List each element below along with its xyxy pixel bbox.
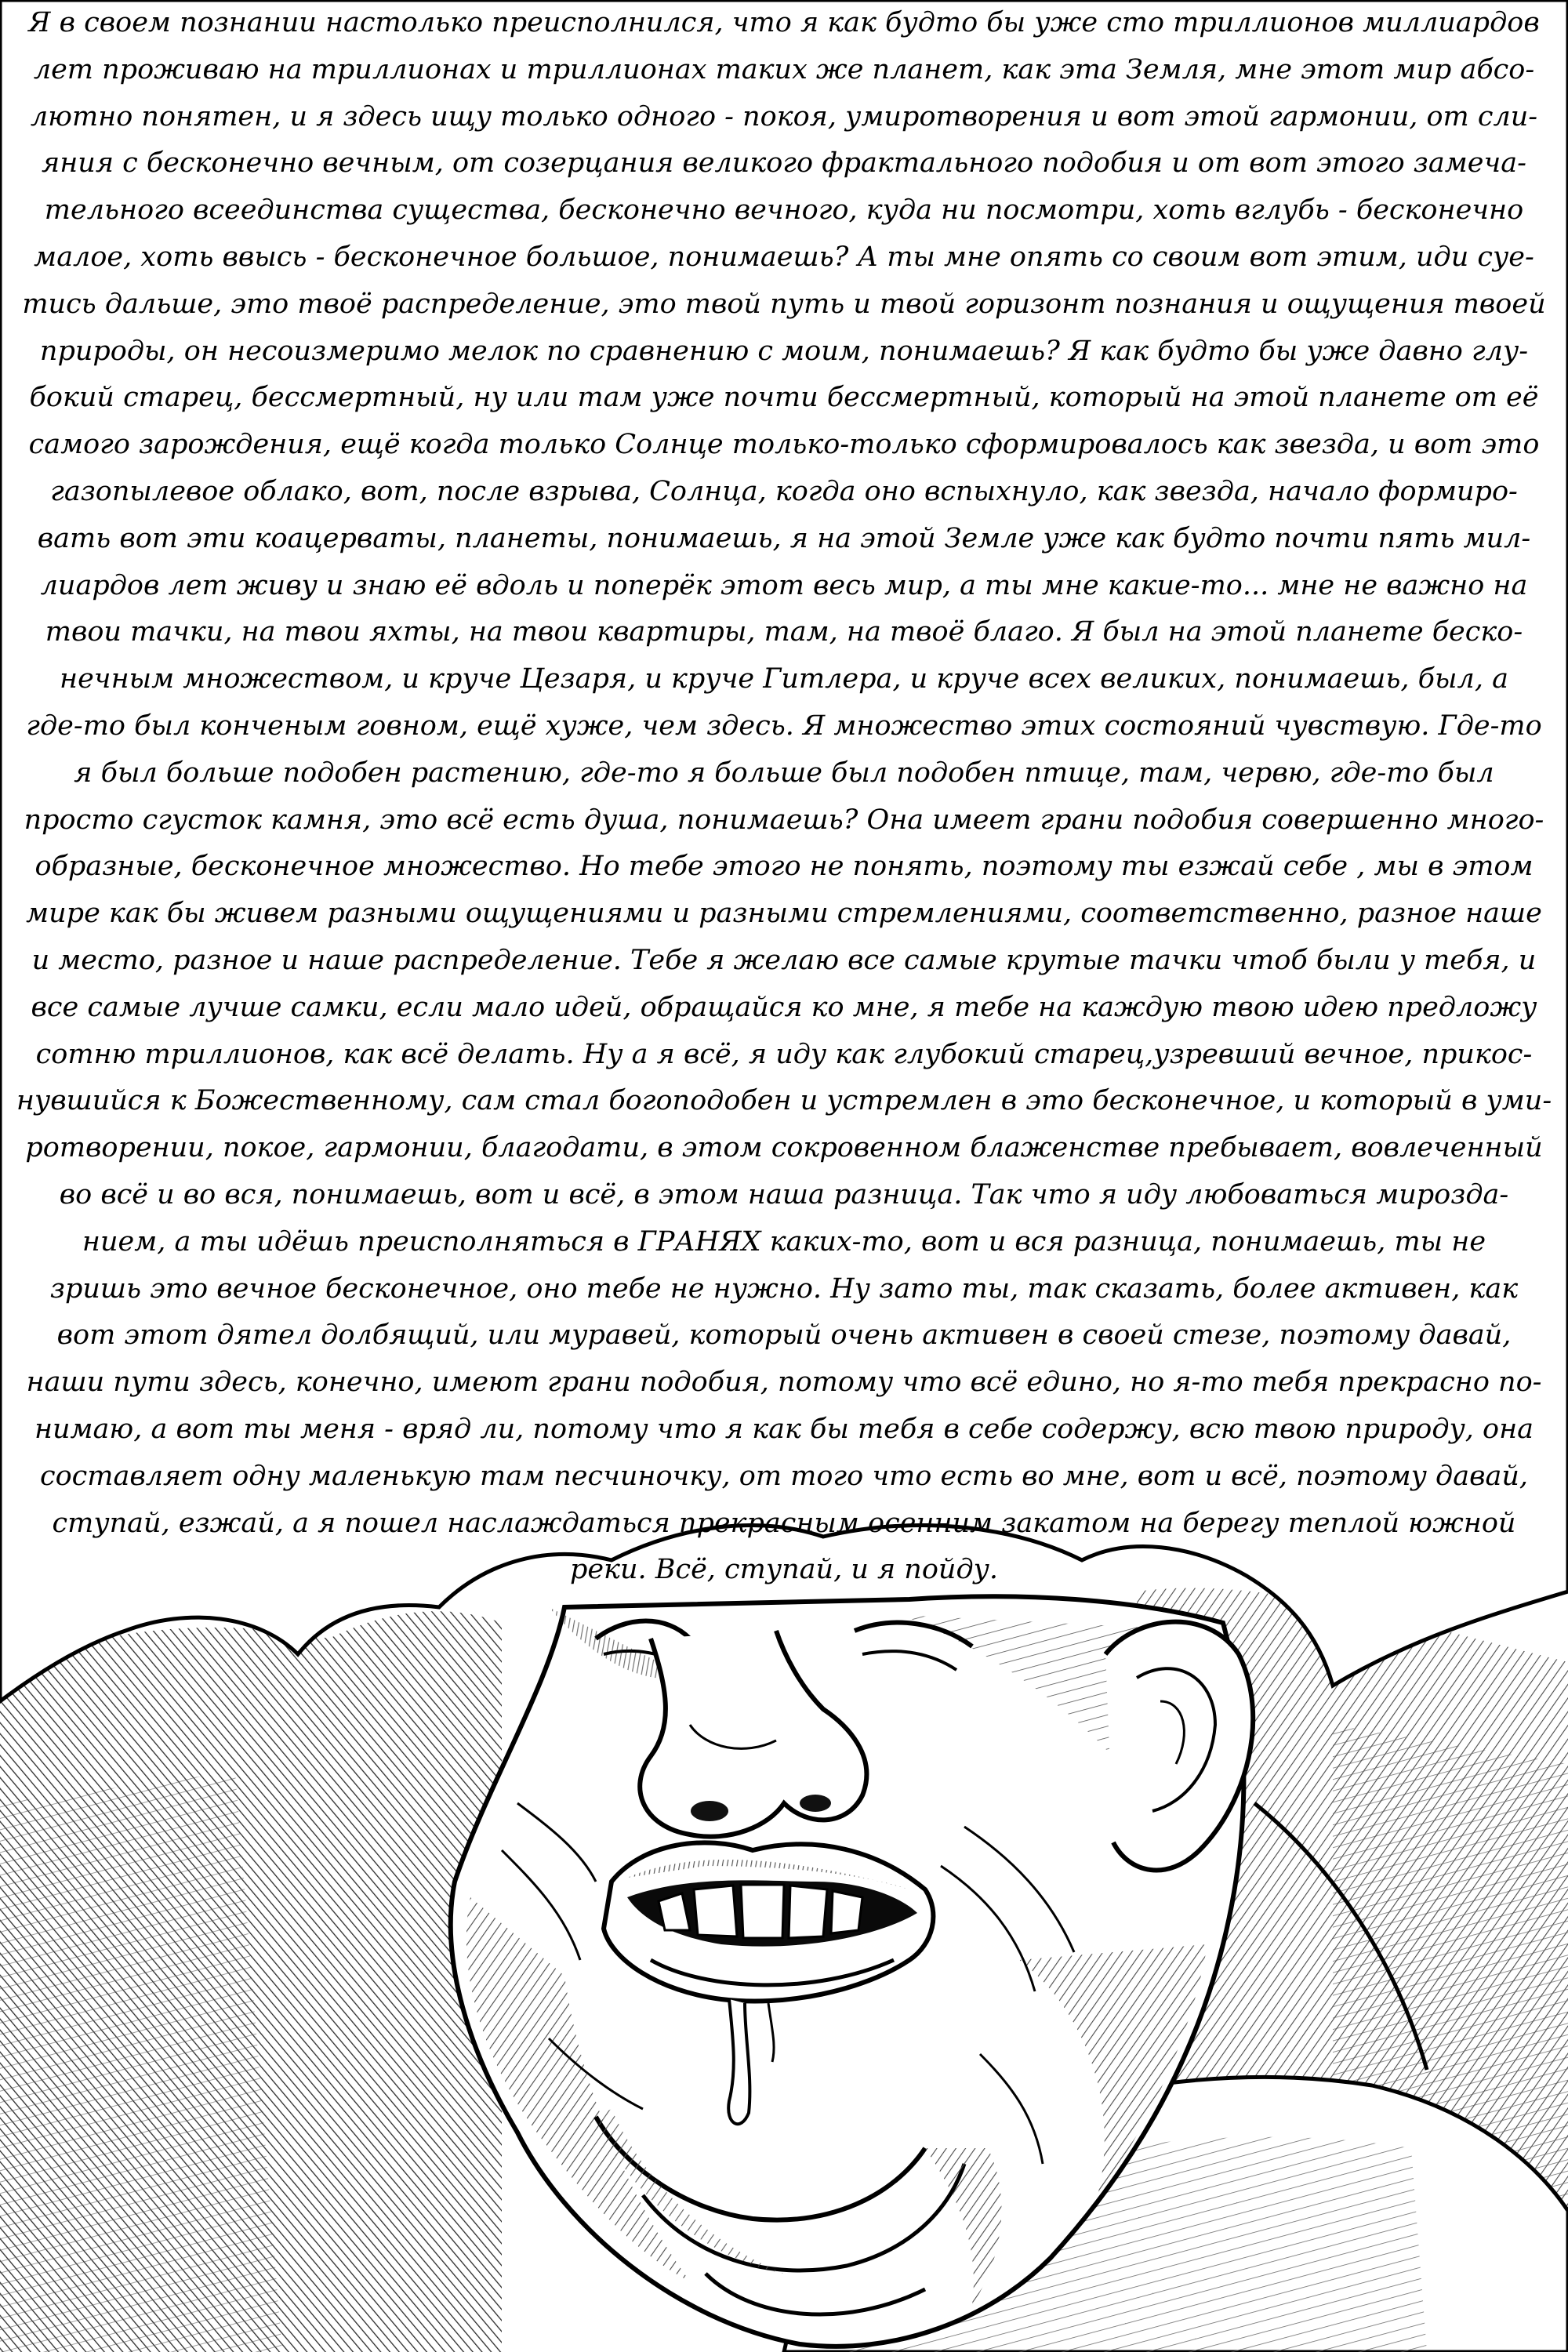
speech-bubble-text: Я в своем познании настолько преисполнился, что я как будто бы уже сто триллионов миллиардов лет проживаю на триллионах и триллионах таких же планет, как эта Земля, мне этот мир абсо- лютно понятен, и я здесь ищу только одного - покоя, умиротворения и вот этой гармонии, от сли- яния с бесконечно вечным, от созерцания великого фрактального подобия и от вот этого замеча- тельного всеединства существа, бесконечно вечного, куда ни посмотри, хоть вглубь - бесконечно малое, хоть ввысь - бесконечное большое, понимаешь? А ты мне опять со своим вот этим, иди суе- тись дальше, это твоё распределение, это твой путь и твой горизонт познания и ощущения твоей природы, он несоизмеримо мелок по сравнению с моим, понимаешь? Я как будто бы уже давно глу- бокий старец, бессмертный, ну или там уже почти бессмертный, который на этой планете от её самого зарождения, ещё когда только Солнце только-только сформировалось как звезда, и вот это газопылевое облако, вот, после взрыва, Солнца, когда оно вспыхнуло, как звезда, начало формиро- вать вот эти коацерваты, планеты, понимаешь, я на этой Земле уже как будто почти пять мил- лиардов лет живу и знаю её вдоль и поперёк этот весь мир, а ты мне какие-то... мне не важно на твои тачки, на твои яхты, на твои квартиры, там, на твоё благо. Я был на этой планете беско- нечным множеством, и круче Цезаря, и круче Гитлера, и круче всех великих, понимаешь, был, а где-то был конченым говном, ещё хуже, чем здесь. Я множество этих состояний чувствую. Где-то я был больше подобен растению, где-то я больше был подобен птице, там, червю, где-то был просто сгусток камня, это всё есть душа, понимаешь? Она имеет грани подобия совершенно много- образные, бесконечное множество. Но тебе этого не понять, поэтому ты езжай себе , мы в этом мире как бы живем разными ощущениями и разными стремлениями, соответственно, разное наше и место, разное и наше распределение. Тебе я желаю все самые крутые тачки чтоб были у тебя, и все самые лучше самки, если мало идей, обращайся ко мне, я тебе на каждую твою идею предложу сотню триллионов, как всё делать. Ну а я всё, я иду как глубокий старец,узревший вечное, прикос- нувшийся к Божественному, сам стал богоподобен и устремлен в это бесконечное, и который в уми- ротворении, покое, гармонии, благодати, в этом сокровенном блаженстве пребывает, вовлеченный во всё и во вся, понимаешь, вот и всё, в этом наша разница. Так что я иду любоваться мирозда- нием, а ты идёшь преисполняться в ГРАНЯХ каких-то, вот и вся разница, понимаешь, ты не зришь это вечное бесконечное, оно тебе не нужно. Ну зато ты, так сказать, более активен, как вот этот дятел долбящий, или муравей, который очень активен в своей стезе, поэтому давай, наши пути здесь, конечно, имеют грани подобия, потому что всё едино, но я-то тебя прекрасно по- нимаю, а вот ты меня - вряд ли, потому что я как бы тебя в себе содержу, всю твою природу, она составляет одну маленькую там песчиночку, от того что есть во мне, вот и всё, поэтому давай, ступай, езжай, а я пошел наслаждаться прекрасным осенним закатом на берегу теплой южной реки. Всё, ступай, и я пойду. [16, 7, 1552, 1586]
